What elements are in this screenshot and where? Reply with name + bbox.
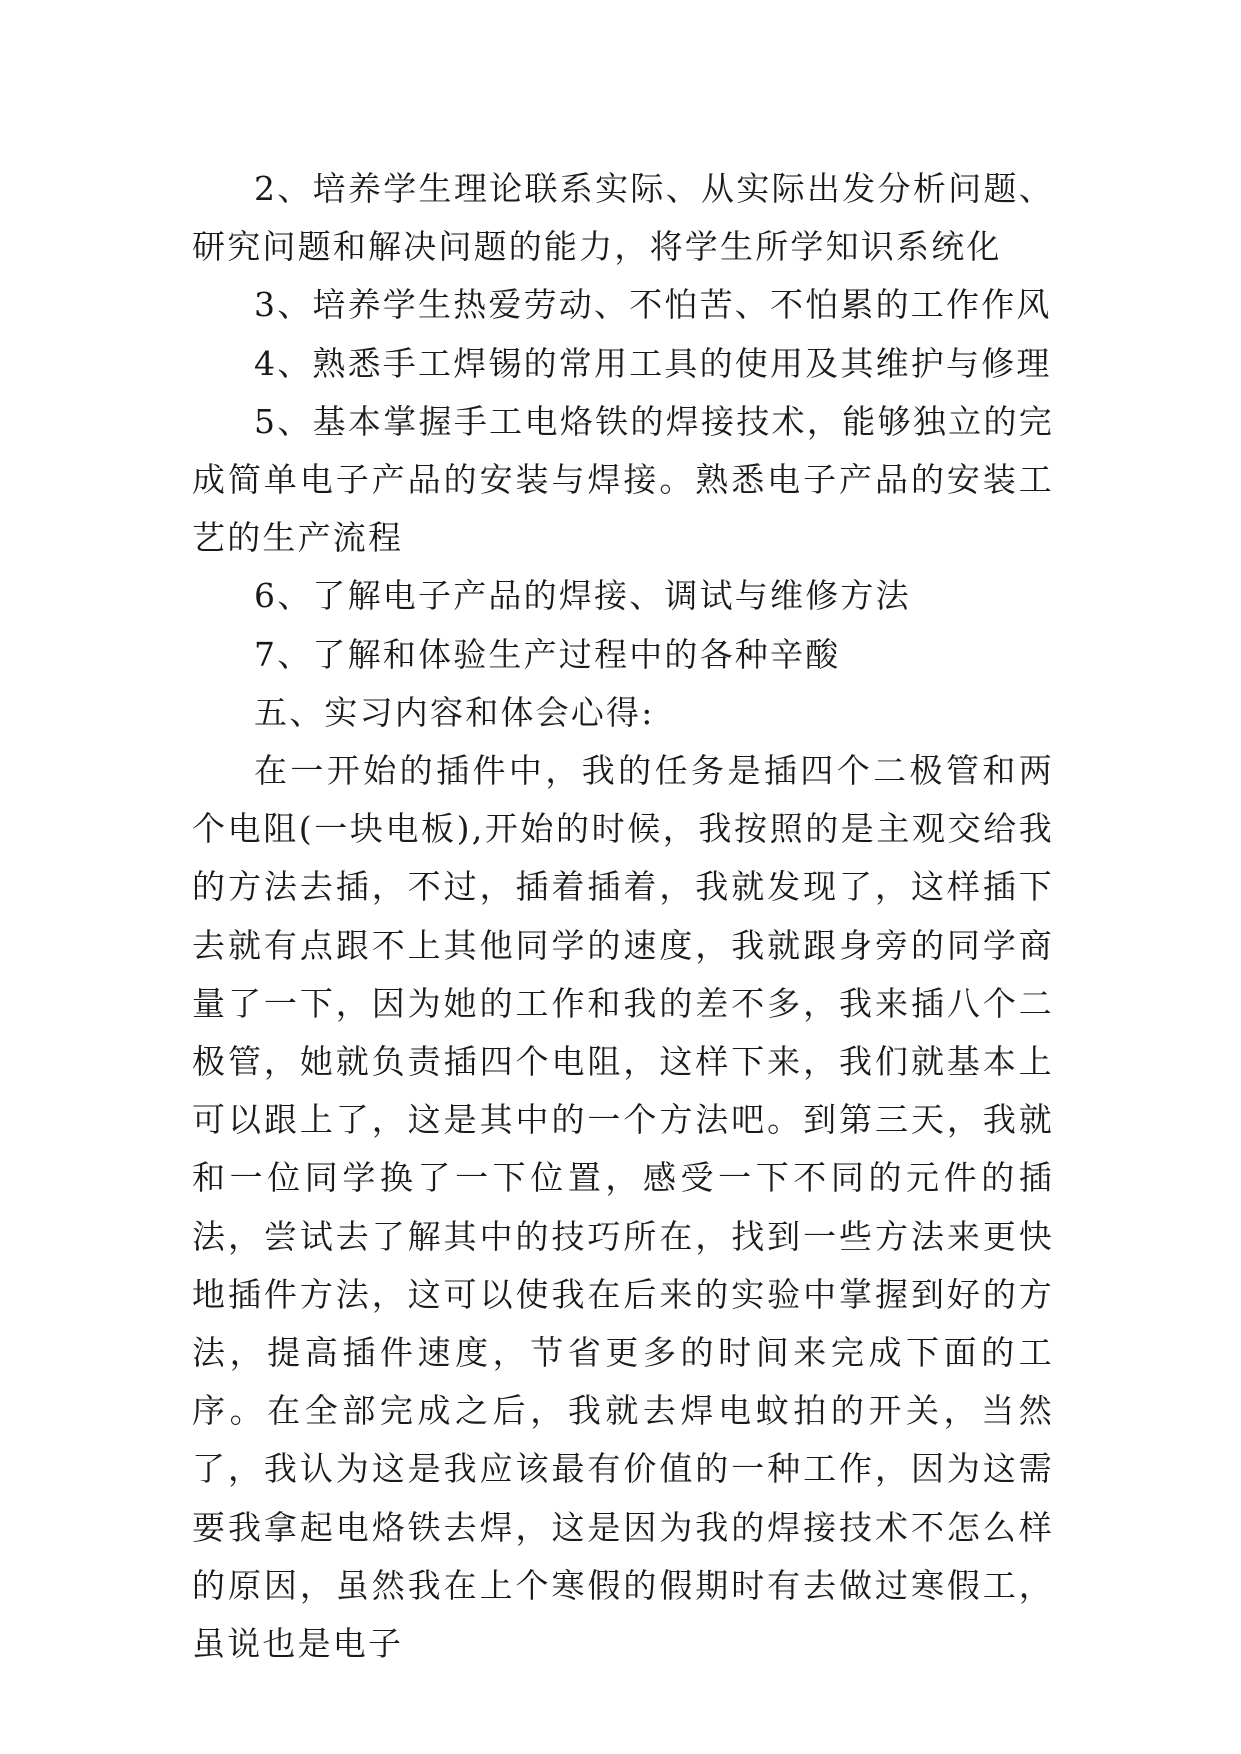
document-body: [192, 160, 1054, 1673]
paragraph-internship-content: 在一开始的插件中，我的任务是插四个二极管和两个电阻(一块电板),开始的时候，我按照的是主观交给我的方法去插，不过，插着插着，我就发现了，这样插下去就有点跟不上其他同学的速度，我就跟身旁的同学商量了一下，因为她的工作和我的差不多，我来插八个二极管，她就负责插四个电阻，这样下来，我们就基本上可以跟上了，这是其中的一个方法吧。到第三天，我就和一位同学换了一下位置，感受一下不同的元件的插法，尝试去了解其中的技巧所在，找到一些方法来更快地插件方法，这可以使我在后来的实验中掌握到好的方法，提高插件速度，节省更多的时间来完成下面的工序。在全部完成之后，我就去焊电蚊拍的开关，当然了，我认为这是我应该最有价值的一种工作，因为这需要我拿起电烙铁去焊，这是因为我的焊接技术不怎么样的原因，虽然我在上个寒假的假期时有去做过寒假工，虽说也是电子: [192, 751, 1054, 1664]
paragraph-objective-7: 7、了解和体验生产过程中的各种辛酸: [254, 634, 841, 674]
paragraph-objective-3: 3、培养学生热爱劳动、不怕苦、不怕累的工作作风: [254, 285, 1052, 325]
section-heading-five: 五、实习内容和体会心得:: [254, 692, 655, 732]
paragraph-objective-2: 2、培养学生理论联系实际、从实际出发分析问题、研究问题和解决问题的能力，将学生所学知识系统化: [192, 169, 1054, 267]
paragraph-objective-6: 6、了解电子产品的焊接、调试与维修方法: [254, 576, 911, 616]
paragraph-objective-4: 4、熟悉手工焊锡的常用工具的使用及其维护与修理: [254, 343, 1052, 383]
paragraph-objective-5: 5、基本掌握手工电烙铁的焊接技术，能够独立的完成简单电子产品的安装与焊接。熟悉电子产品的安装工艺的生产流程: [192, 401, 1054, 558]
